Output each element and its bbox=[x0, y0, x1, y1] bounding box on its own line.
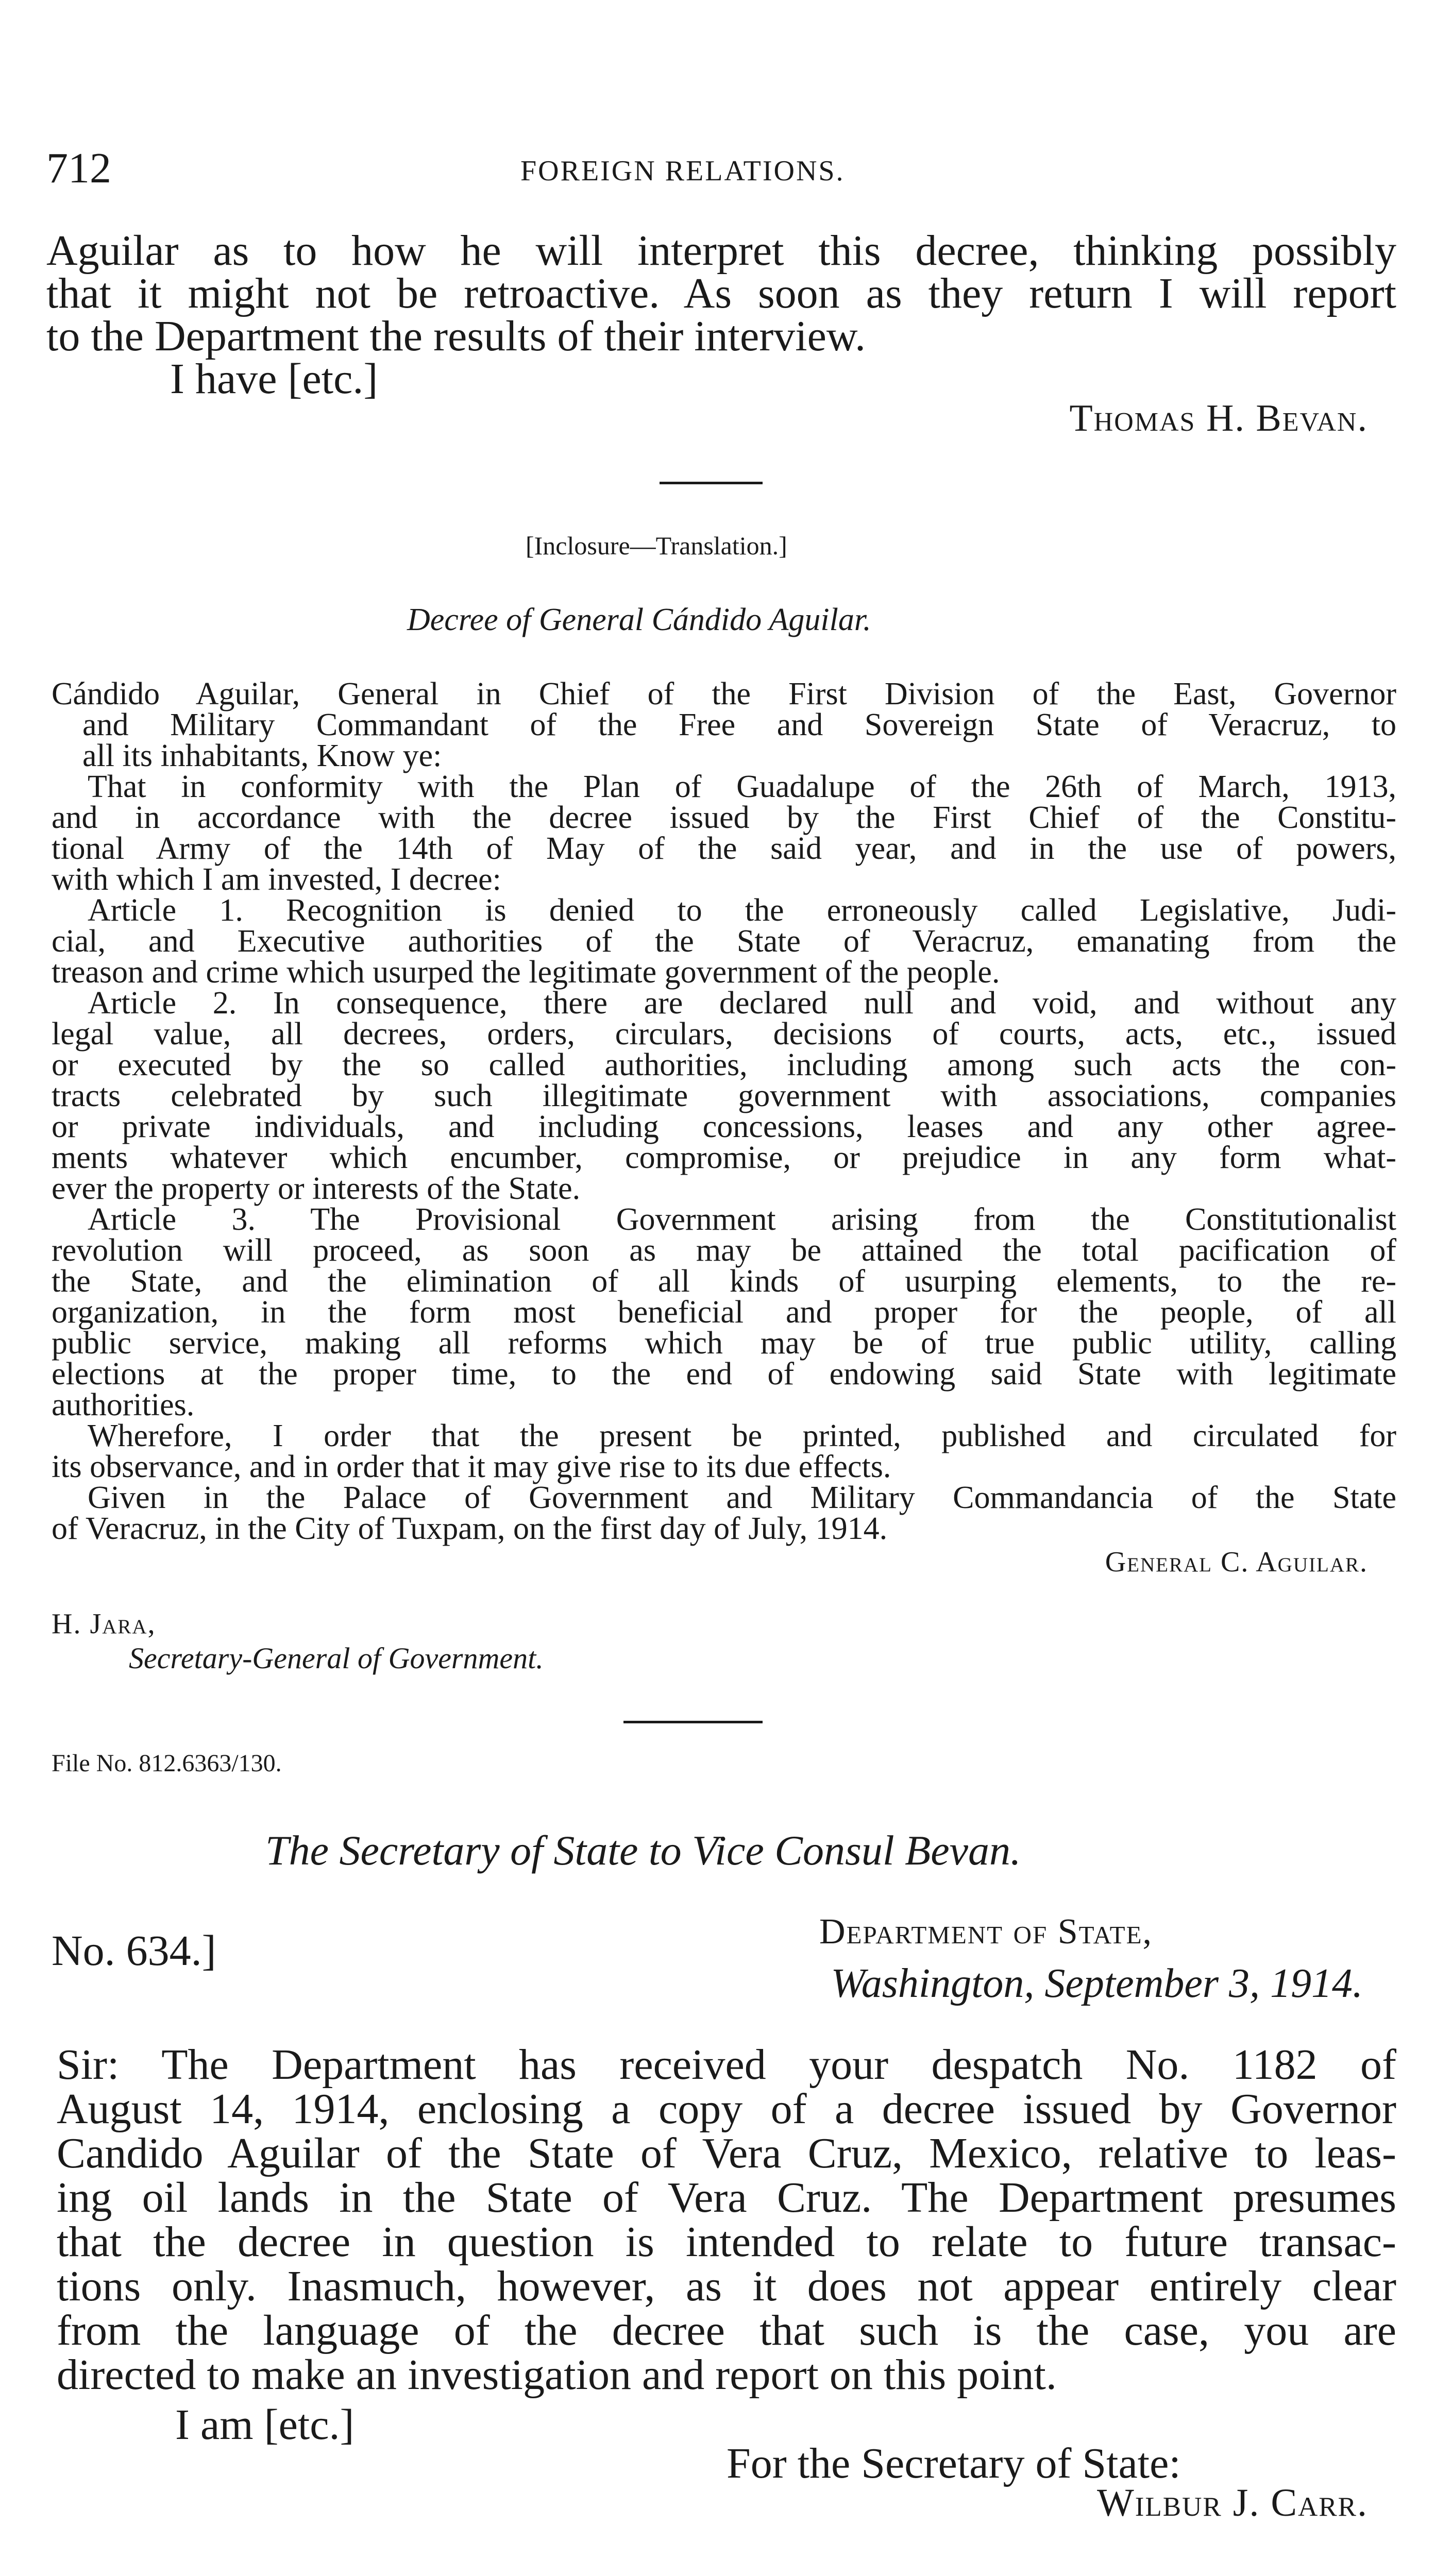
decree-line: Wherefore, I order that the present be printed, published and circulated for bbox=[88, 1418, 1396, 1453]
decree-line: elections at the proper time, to the end of endowing said State with legitimate bbox=[52, 1357, 1396, 1392]
file-number: File No. 812.6363/130. bbox=[52, 1750, 282, 1777]
inclosure-label: [Inclosure—Translation.] bbox=[526, 531, 787, 560]
decree-line: Given in the Palace of Government and Military Commandancia of the State bbox=[88, 1480, 1396, 1515]
letter-line: ing oil lands in the State of Vera Cruz. The Department presumes bbox=[57, 2174, 1396, 2222]
decree-line: its observance, and in order that it may give rise to its due effects. bbox=[52, 1449, 891, 1484]
decree-line: tional Army of the 14th of May of the said year, and in the use of powers, bbox=[52, 831, 1396, 866]
decree-line: organization, in the form most beneficial and proper for the people, of all bbox=[52, 1295, 1396, 1330]
aguilar-signature: General C. Aguilar. bbox=[1105, 1546, 1368, 1578]
letter-line: tions only. Inasmuch, however, as it does not appear entirely clear bbox=[57, 2262, 1396, 2310]
decree-line: ments whatever which encumber, compromise, or prejudice in any form what- bbox=[52, 1140, 1396, 1175]
decree-line: treason and crime which usurped the legitimate government of the people. bbox=[52, 955, 1000, 990]
letter-place-date: Washington, September 3, 1914. bbox=[831, 1961, 1363, 2006]
decree-line: public service, making all reforms which may be of true public utility, calling bbox=[52, 1326, 1396, 1361]
decree-line: authorities. bbox=[52, 1387, 195, 1422]
letter-line: Candido Aguilar of the State of Vera Cruz, Mexico, relative to leas- bbox=[57, 2129, 1396, 2177]
decree-line: legal value, all decrees, orders, circulars, decisions of courts, acts, etc., issued bbox=[52, 1016, 1396, 1052]
decree-line: tracts celebrated by such illegitimate government with associations, companies bbox=[52, 1078, 1396, 1113]
bevan-signature: Thomas H. Bevan. bbox=[1069, 397, 1368, 439]
intro-line: Aguilar as to how he will interpret this decree, thinking possibly bbox=[46, 227, 1396, 275]
decree-line: Article 3. The Provisional Government arising from the Constitutionalist bbox=[88, 1202, 1396, 1237]
page-number: 712 bbox=[46, 144, 111, 192]
decree-title: Decree of General Cándido Aguilar. bbox=[407, 602, 871, 637]
decree-line: That in conformity with the Plan of Guadalupe of the 26th of March, 1913, bbox=[88, 769, 1396, 804]
jara-title: Secretary-General of Government. bbox=[129, 1641, 544, 1675]
decree-line: revolution will proceed, as soon as may be attained the total pacification of bbox=[52, 1233, 1396, 1268]
running-title: FOREIGN RELATIONS. bbox=[520, 155, 845, 187]
intro-closing: I have [etc.] bbox=[170, 355, 378, 403]
decree-line: all its inhabitants, Know ye: bbox=[82, 738, 442, 773]
letter-line: August 14, 1914, enclosing a copy of a decree issued by Governor bbox=[57, 2085, 1396, 2133]
decree-line: Cándido Aguilar, General in Chief of the First Division of the East, Governor bbox=[52, 676, 1396, 711]
carr-signature: Wilbur J. Carr. bbox=[1097, 2481, 1368, 2524]
letter-closing: I am [etc.] bbox=[175, 2401, 354, 2449]
section-divider bbox=[623, 1721, 763, 1723]
intro-line: that it might not be retroactive. As soon as they return I will report bbox=[46, 269, 1396, 317]
letter-line: that the decree in question is intended to relate to future transac- bbox=[57, 2218, 1396, 2266]
decree-line: ever the property or interests of the State. bbox=[52, 1171, 581, 1206]
decree-line: cial, and Executive authorities of the State of Veracruz, emanating from the bbox=[52, 924, 1396, 959]
letter-line: from the language of the decree that such is the case, you are bbox=[57, 2307, 1396, 2354]
department-heading: Department of State, bbox=[819, 1912, 1153, 1952]
decree-line: or private individuals, and including concessions, leases and any other agree- bbox=[52, 1109, 1396, 1144]
intro-line: to the Department the results of their interview. bbox=[46, 312, 866, 360]
decree-line: and in accordance with the decree issued by the First Chief of the Constitu- bbox=[52, 800, 1396, 835]
letter-line: Sir: The Department has received your despatch No. 1182 of bbox=[57, 2041, 1396, 2089]
decree-line: Article 1. Recognition is denied to the erroneously called Legislative, Judi- bbox=[88, 893, 1396, 928]
decree-line: the State, and the elimination of all kinds of usurping elements, to the re- bbox=[52, 1264, 1396, 1299]
decree-line: and Military Commandant of the Free and Sovereign State of Veracruz, to bbox=[82, 707, 1396, 742]
despatch-number: No. 634.] bbox=[52, 1927, 216, 1975]
section-divider bbox=[660, 482, 763, 484]
decree-line: Article 2. In consequence, there are declared null and void, and without any bbox=[88, 986, 1396, 1021]
letter-title: The Secretary of State to Vice Consul Bevan. bbox=[265, 1827, 1021, 1874]
for-secretary-line: For the Secretary of State: bbox=[727, 2439, 1181, 2487]
jara-name: H. Jara, bbox=[52, 1608, 156, 1640]
decree-line: of Veracruz, in the City of Tuxpam, on the first day of July, 1914. bbox=[52, 1511, 888, 1546]
decree-line: or executed by the so called authorities, including among such acts the con- bbox=[52, 1047, 1396, 1082]
letter-line: directed to make an investigation and report on this point. bbox=[57, 2351, 1057, 2399]
decree-line: with which I am invested, I decree: bbox=[52, 862, 501, 897]
